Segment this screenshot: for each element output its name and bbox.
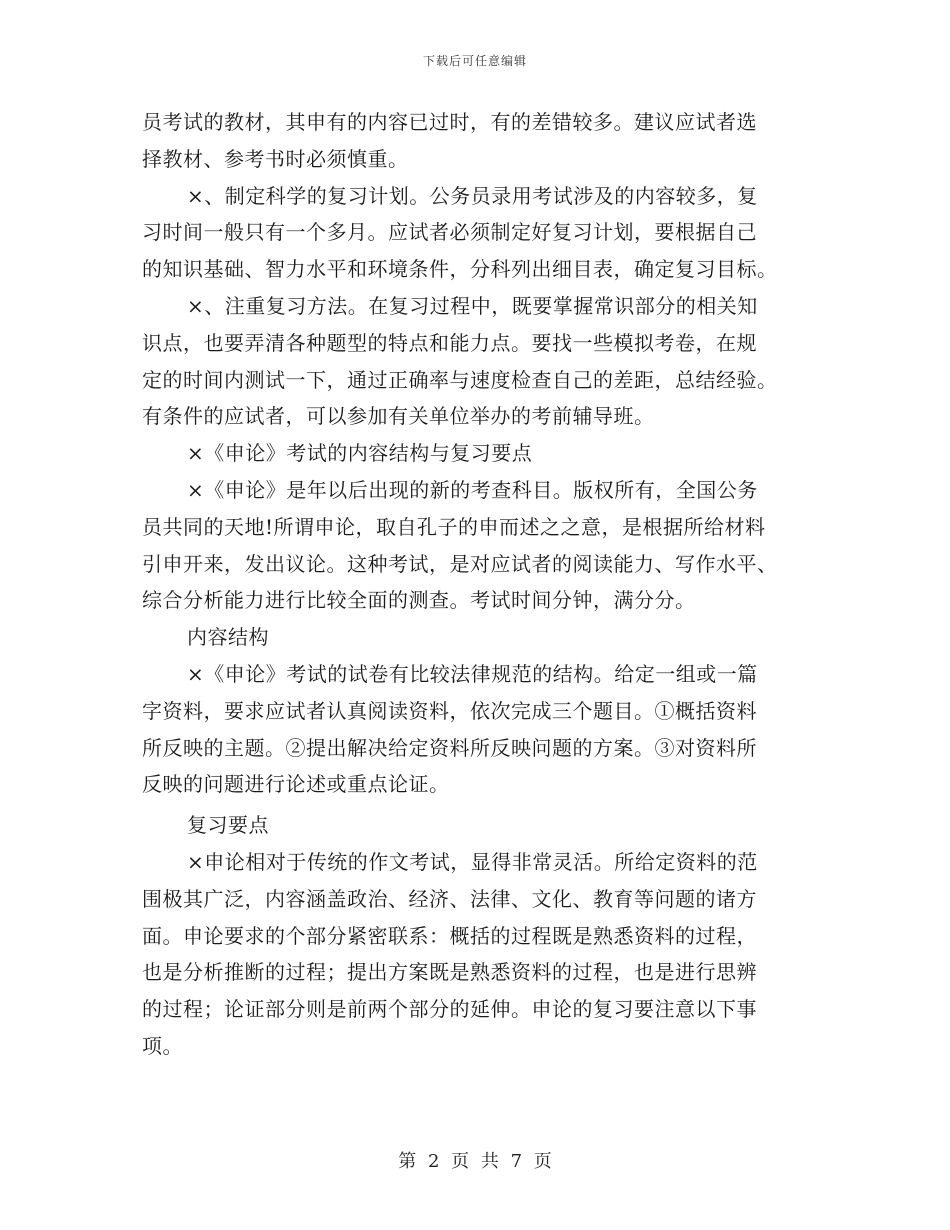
text-line: 择教材、参考书时必须慎重。 xyxy=(142,146,409,171)
text-line: 的知识基础、智力水平和环境条件，分科列出细目表，确定复习目标。 xyxy=(142,257,778,282)
text-line: 围极其广泛，内容涵盖政治、经济、法律、文化、教育等问题的诸方 xyxy=(142,886,757,911)
page-footer: 第 2 页 共 7 页 xyxy=(398,1151,552,1172)
text-line: 定的时间内测试一下，通过正确率与速度检查自己的差距，总结经验。 xyxy=(142,367,778,392)
text-line: 字资料，要求应试者认真阅读资料，依次完成三个题目。①概括资料 xyxy=(142,698,757,723)
text-line: 所反映的主题。②提出解决给定资料所反映问题的方案。③对资料所 xyxy=(142,735,757,760)
text-line: 的过程；论证部分则是前两个部分的延伸。申论的复习要注意以下事 xyxy=(142,997,757,1022)
text-line: 也是分析推断的过程；提出方案既是熟悉资料的过程，也是进行思辨 xyxy=(142,960,757,985)
text-line: ×《申论》是年以后出现的新的考查科目。版权所有，全国公务 xyxy=(187,477,758,502)
text-line: 识点，也要弄清各种题型的特点和能力点。要找一些模拟考卷，在规 xyxy=(142,330,757,355)
text-line: 有条件的应试者，可以参加有关单位举办的考前辅导班。 xyxy=(142,404,655,429)
text-line: ×申论相对于传统的作文考试，显得非常灵活。所给定资料的范 xyxy=(187,849,758,874)
text-line: 引申开来，发出议论。这种考试，是对应试者的阅读能力、写作水平、 xyxy=(142,551,778,576)
text-line: 员考试的教材，其申有的内容已过时，有的差错较多。建议应试者选 xyxy=(142,110,757,134)
subsection-heading: 内容结构 xyxy=(187,625,269,650)
text-line: 习时间一般只有一个多月。应试者必须制定好复习计划，要根据自己 xyxy=(142,220,757,245)
text-line: 反映的问题进行论述或重点论证。 xyxy=(142,772,450,797)
body-text xyxy=(142,104,804,1065)
text-line: 面。申论要求的个部分紧密联系：概括的过程既是熟悉资料的过程， xyxy=(142,923,757,948)
subsection-heading: 复习要点 xyxy=(187,813,269,838)
text-line: ×、制定科学的复习计划。公务员录用考试涉及的内容较多，复 xyxy=(187,183,758,208)
section-heading: ×《申论》考试的内容结构与复习要点 xyxy=(187,441,533,466)
text-line: 项。 xyxy=(142,1033,183,1058)
text-line: ×、注重复习方法。在复习过程中，既要掌握常识部分的相关知 xyxy=(187,293,758,318)
text-line: 综合分析能力进行比较全面的测查。考试时间分钟，满分分。 xyxy=(142,588,696,613)
text-line: ×《申论》考试的试卷有比较法律规范的结构。给定一组或一篇 xyxy=(187,661,758,686)
text-line: 员共同的天地!所谓申论，取自孔子的申而述之之意，是根据所给材料 xyxy=(142,514,766,539)
page-header: 下载后可任意编辑 xyxy=(422,54,527,68)
